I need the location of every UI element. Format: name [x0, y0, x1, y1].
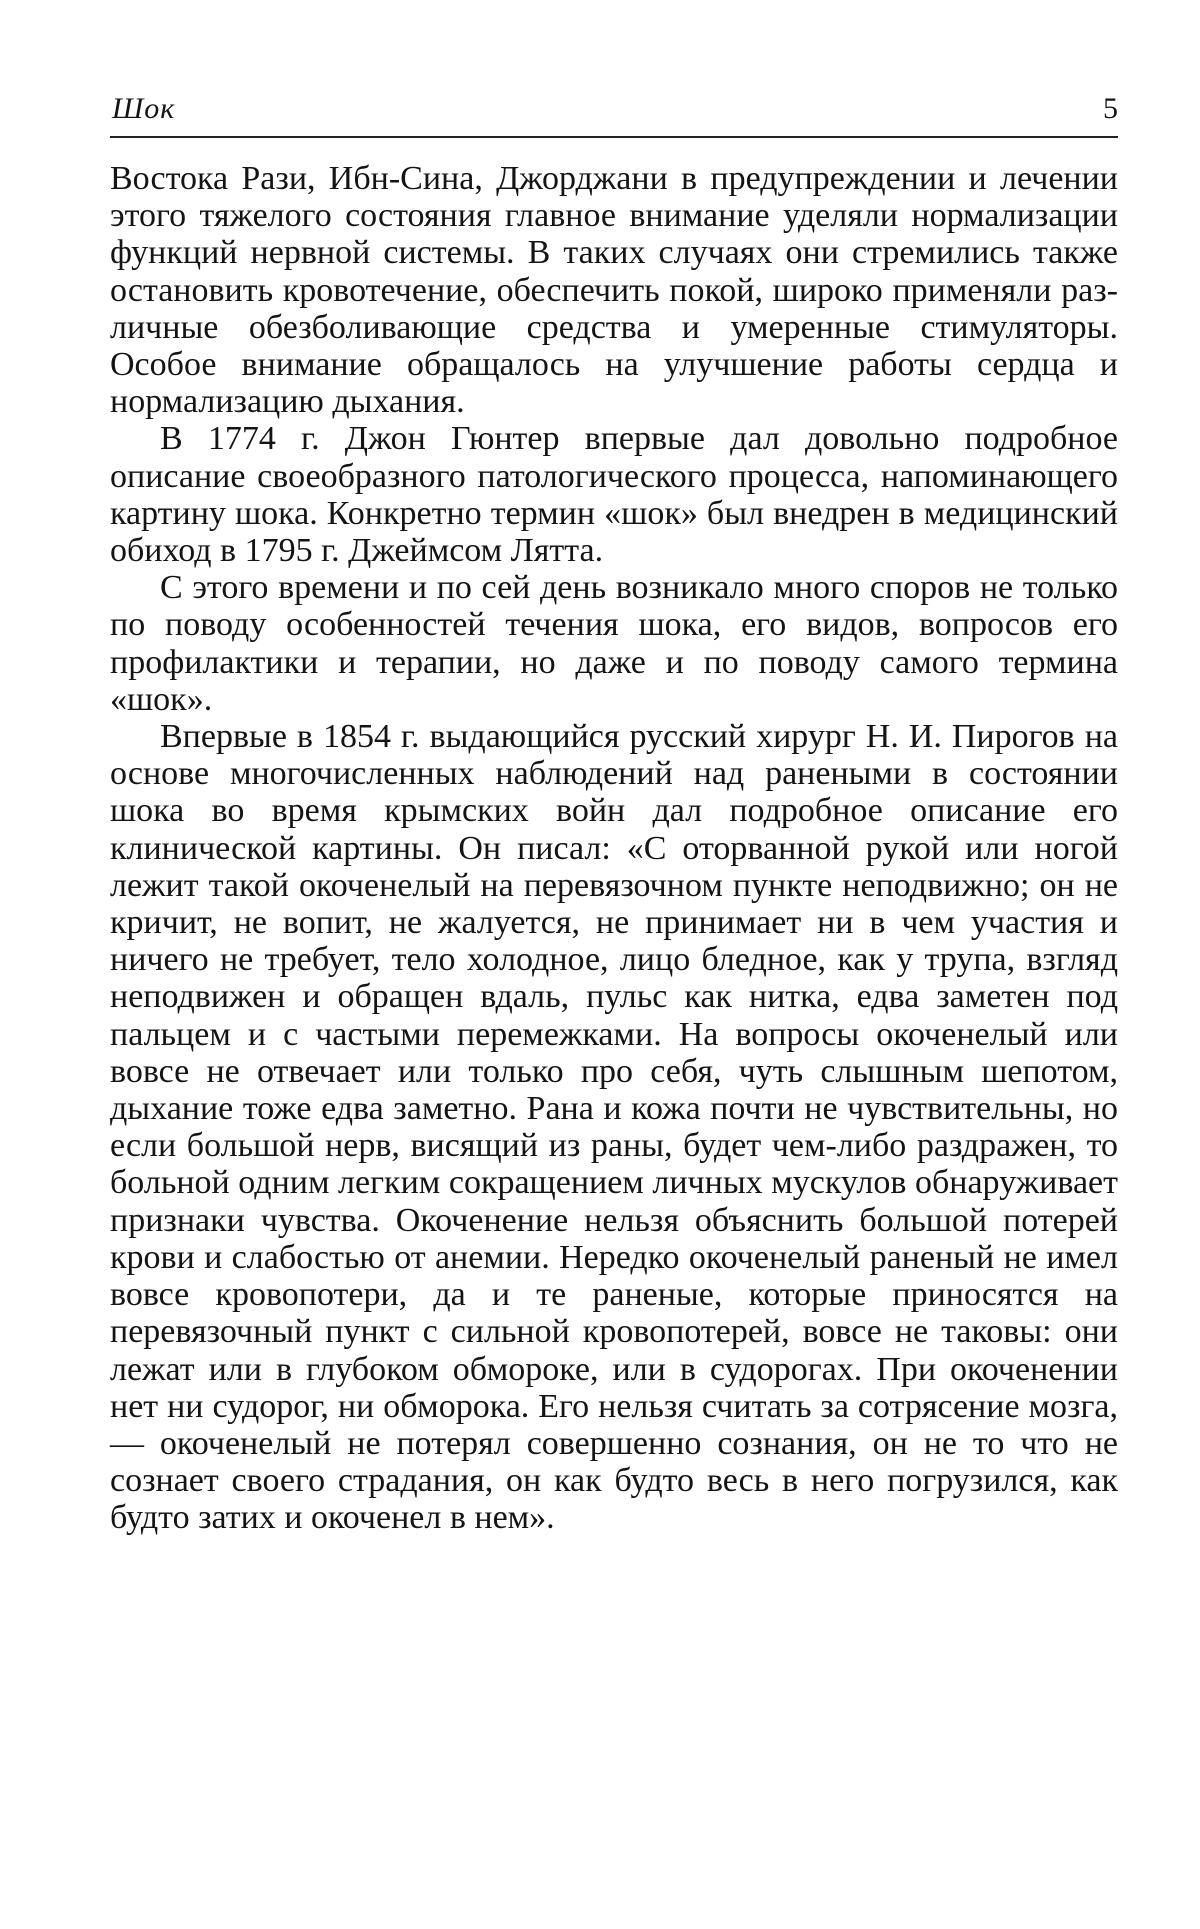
- paragraph-pirogov-quote: Впервые в 1854 г. выдающийся русский хирург Н. И. Пирогов на основе многочисленных наблюдений над ранеными в состоянии шока во время крымских войн дал подробное описание его клинической картины. Он писал: «С оторванной рукой или ногой лежит такой окоченелый на перевязочном пункте неподвижно; он не кричит, не вопит, не жалуется, не принимает ни в чем участия и ничего не требует, тело холодное, лицо бледное, как у трупа, взгляд неподвижен и обращен вдаль, пульс как нитка, едва заметен под пальцем и с частыми перемежками. На вопросы окоченелый или вовсе не отвечает или только про себя, чуть слышным шепотом, дыхание тоже едва заметно. Рана и кожа почти не чувствительны, но если большой нерв, висящий из раны, будет чем-либо раздражен, то больной одним легким сокращением личных мускулов обнаруживает признаки чувства. Окоченение нельзя объяснить большой потерей крови и слабостью от анемии. Нередко окоченелый раненый не имел вовсе кровопотери, да и те раненые, которые приносятся на перевязочный пункт с сильной кровопотерей, вовсе не таковы: они лежат или в глубоком обмороке, или в судорогах. При окоченении нет ни судорог, ни обморока. Его нельзя считать за сотрясение мозга, — окоченелый не потерял совершенно сознания, он не то что не сознает своего страдания, он как будто весь в него погрузился, как будто затих и окоченел в нем».: [110, 718, 1118, 1537]
- paragraph-continuation: Востока Рази, Ибн-Сина, Джорджани в предупреждении и лечении этого тяжелого состояния главное внимание уделяли нормализации функций нервной системы. В таких случаях они стремились также остановить кровотечение, обеспечить покой, широко применяли различные обезболивающие средства и умеренные стимуляторы. Особое внимание обращалось на улучшение работы сердца и нормализацию дыхания.: [110, 160, 1118, 421]
- paragraph-hunter-1774: В 1774 г. Джон Гюнтер впервые дал довольно подробное описание своеобразного патологического процесса, напоминающего картину шока. Конкретно термин «шок» был внедрен в медицинский обиход в 1795 г. Джеймсом Лятта.: [110, 420, 1118, 570]
- paragraph-term-disputes: С этого времени и по сей день возникало много споров не только по поводу особенностей течения шока, его видов, вопросов его профилактики и терапии, но даже и по поводу самого термина «шок».: [110, 569, 1118, 718]
- page-number: 5: [1103, 92, 1118, 125]
- book-page: [110, 0, 1118, 1929]
- header-rule: [110, 136, 1118, 138]
- body-text: [110, 160, 1118, 1537]
- running-header: [110, 92, 1118, 136]
- section-title: Шок: [112, 92, 176, 125]
